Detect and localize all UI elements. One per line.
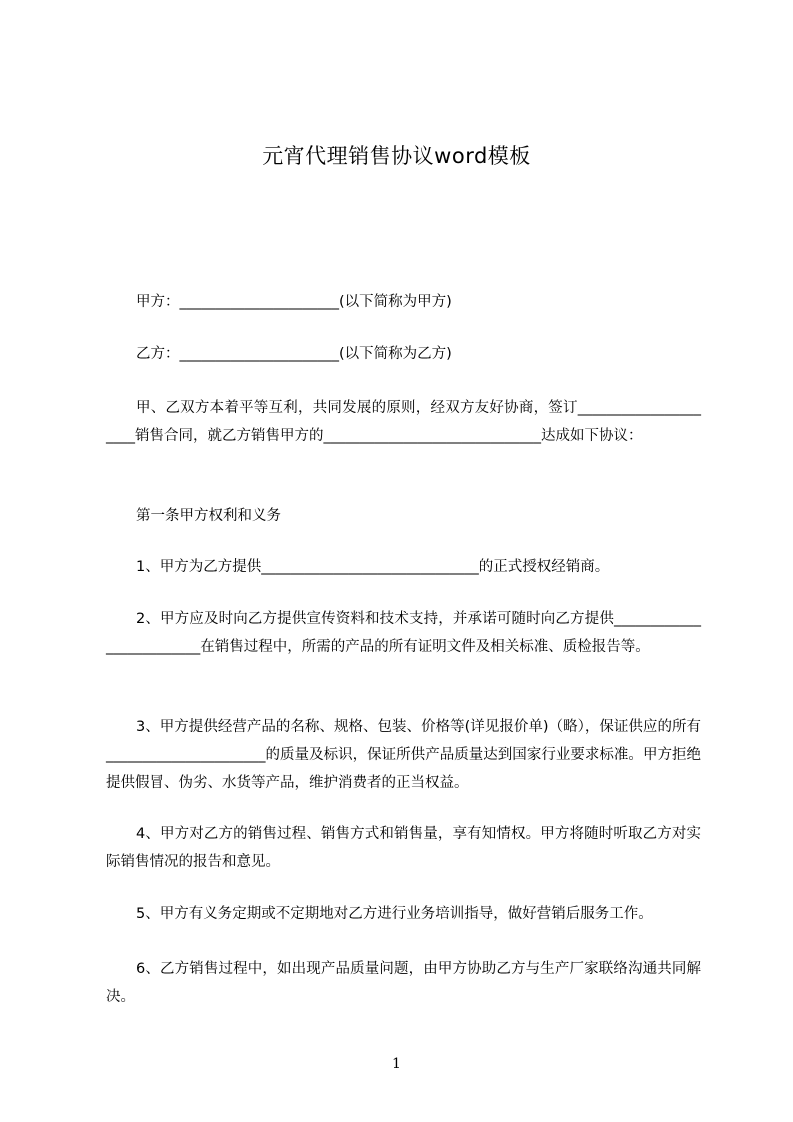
article-1-heading: 第一条甲方权利和义务 (136, 508, 281, 524)
clause-3: 3、甲方提供经营产品的名称、规格、包装、价格等(详见报价单)（略），保证供应的所有______________________的质量及标识，保证所供产品质量达到国家行业要求标准。甲方拒绝提供假冒、伪劣、水货等产品，维护消费者的正当权益。 (106, 719, 701, 791)
clause-2: 2、甲方应及时向乙方提供宣传资料和技术支持，并承诺可随时向乙方提供_________________________在销售过程中，所需的产品的所有证明文件及相关标准、质检报告等。 (106, 611, 701, 655)
intro-paragraph: 甲、乙双方本着平等互利，共同发展的原则，经双方友好协商，签订_____________________销售合同，就乙方销售甲方的______________________________达成如下协议： (106, 400, 701, 444)
clause-5: 5、甲方有义务定期或不定期地对乙方进行业务培训指导，做好营销后服务工作。 (136, 906, 653, 922)
party-a-line: 甲方：______________________(以下简称为甲方) (136, 294, 452, 310)
clause-1: 1、甲方为乙方提供______________________________的正式授权经销商。 (136, 559, 610, 575)
document-title: 元宵代理销售协议word模板 (262, 144, 531, 168)
page-number: 1 (392, 1056, 401, 1072)
clause-4: 4、甲方对乙方的销售过程、销售方式和销售量，享有知情权。甲方将随时听取乙方对实际销售情况的报告和意见。 (106, 826, 701, 870)
party-b-line: 乙方：______________________(以下简称为乙方) (136, 346, 452, 362)
clause-6: 6、乙方销售过程中，如出现产品质量问题，由甲方协助乙方与生产厂家联络沟通共同解决。 (106, 961, 701, 1005)
